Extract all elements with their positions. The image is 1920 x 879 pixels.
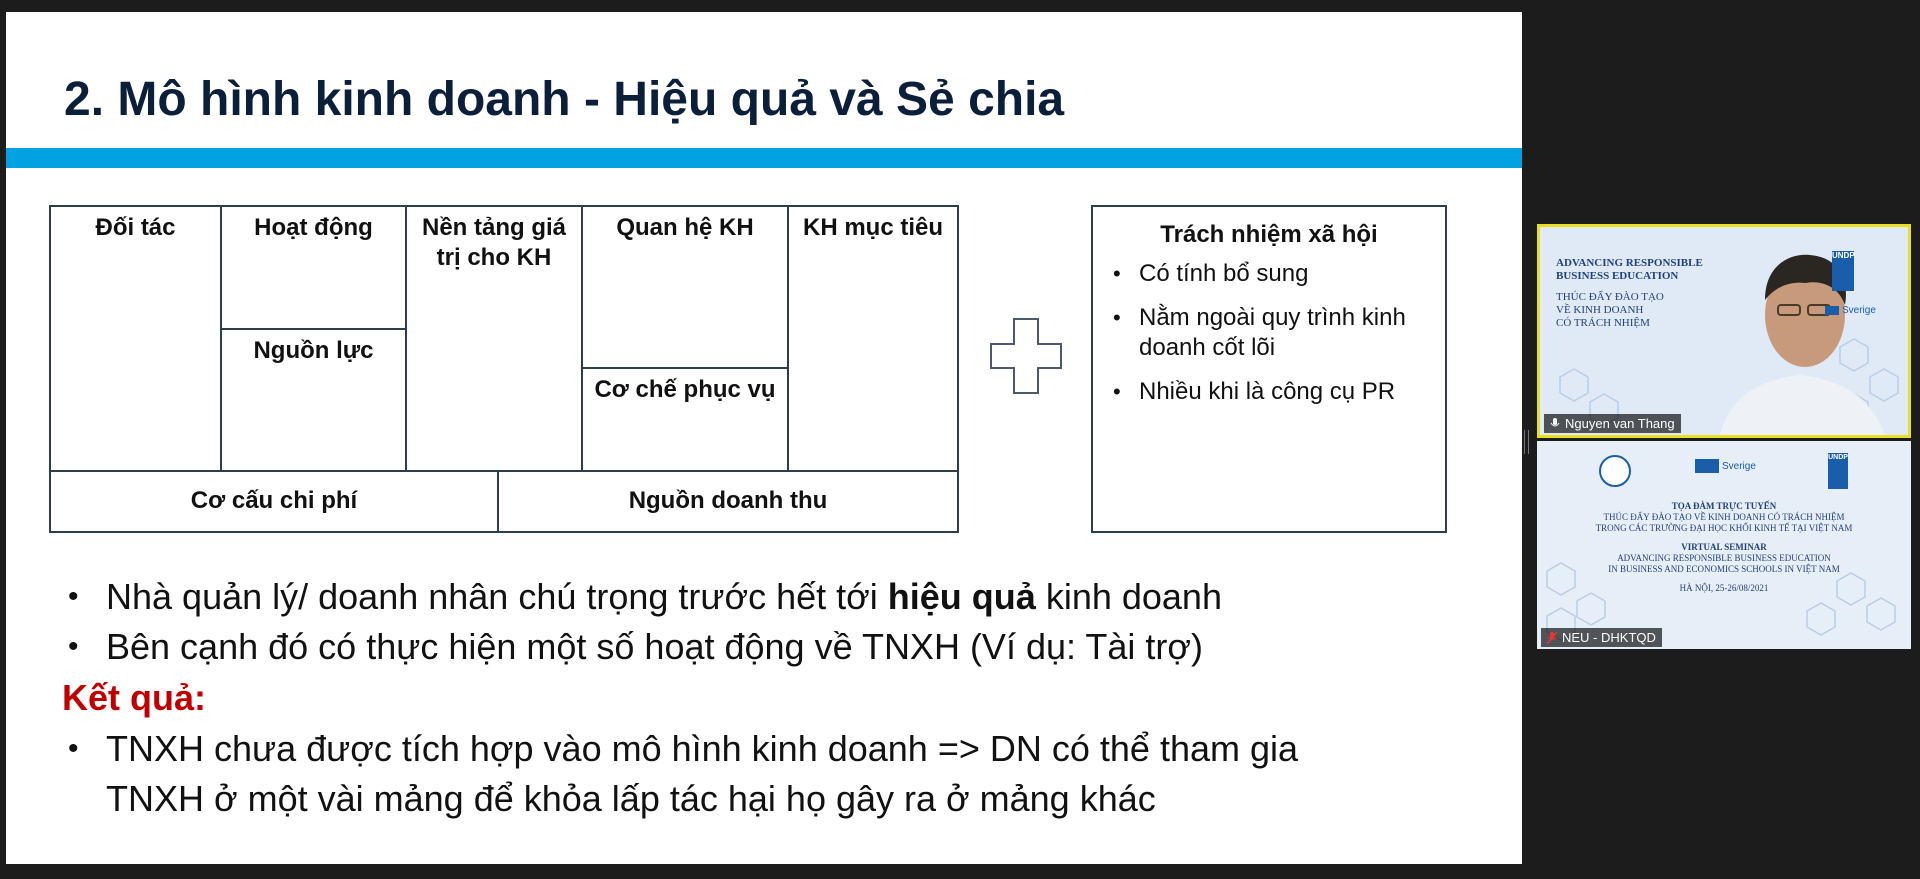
participant-name: NEU - DHKTQD	[1562, 630, 1656, 645]
csr-item: • Nhiều khi là công cụ PR	[1113, 377, 1445, 407]
bullet-result-continued	[62, 774, 1502, 824]
participant-tile-speaker[interactable]	[1537, 224, 1911, 438]
poster-line: ADVANCING RESPONSIBLE BUSINESS EDUCATION	[1617, 553, 1831, 563]
poster-line: ADVANCING RESPONSIBLE	[1556, 257, 1703, 269]
bullet-text: kinh doanh	[1035, 576, 1222, 617]
panel-resize-handle[interactable]	[1524, 430, 1529, 454]
canvas-cell-channels	[583, 369, 789, 472]
sweden-label: Sverige	[1722, 460, 1756, 472]
bullet-text: TNXH chưa được tích hợp vào mô hình kinh doanh => DN có thể tham gia	[106, 728, 1299, 769]
canvas-label-relationships: Quan hệ KH	[616, 214, 754, 241]
plus-icon	[990, 318, 1062, 394]
sweden-label: Sverige	[1842, 305, 1876, 316]
bullet-efficiency	[62, 572, 1502, 622]
csr-box	[1091, 205, 1447, 533]
sweden-flag-icon	[1825, 306, 1839, 315]
bullet-text: TNXH ở một vài mảng để khỏa lấp tác hại họ gây ra ở mảng khác	[106, 778, 1156, 819]
bullet-result	[62, 724, 1502, 774]
canvas-cell-costs	[51, 472, 499, 531]
canvas-cell-revenue	[499, 472, 957, 531]
canvas-label-resources: Nguồn lực	[253, 337, 374, 364]
university-logo-icon	[1599, 455, 1631, 487]
poster-title	[1556, 257, 1703, 283]
business-model-canvas	[49, 205, 959, 533]
title-accent-bar	[6, 148, 1522, 168]
canvas-label-activities: Hoạt động	[254, 214, 373, 241]
participant-name: Nguyen van Thang	[1565, 416, 1675, 431]
poster-line: BUSINESS EDUCATION	[1556, 270, 1679, 282]
poster-line: THÚC ĐẨY ĐÀO TẠO	[1556, 291, 1664, 303]
shared-slide	[6, 12, 1522, 864]
undp-logo	[1832, 251, 1854, 291]
canvas-cell-relationships	[583, 207, 789, 369]
poster-subtitle	[1556, 291, 1664, 330]
sweden-flag-icon	[1695, 459, 1719, 473]
canvas-cell-resources	[222, 330, 407, 472]
sweden-badge	[1695, 459, 1756, 473]
poster-line: HÀ NỘI, 25-26/08/2021	[1679, 583, 1769, 593]
csr-title: Trách nhiệm xã hội	[1160, 221, 1378, 248]
sweden-badge	[1825, 305, 1876, 316]
canvas-cell-partners	[51, 207, 222, 472]
participant-name-bar	[1541, 628, 1662, 647]
microphone-icon	[1550, 418, 1560, 430]
poster-line: VIRTUAL SEMINAR	[1681, 542, 1767, 552]
canvas-label-segments: KH mục tiêu	[802, 214, 943, 241]
result-heading: Kết quả:	[62, 677, 206, 718]
canvas-cell-activities	[222, 207, 407, 330]
canvas-label-costs: Cơ cấu chi phí	[190, 487, 358, 514]
bullet-text: Nhà quản lý/ doanh nhân chú trọng trước hết tới	[106, 576, 888, 617]
participant-name-bar	[1544, 414, 1681, 433]
canvas-cell-segments	[789, 207, 957, 472]
bullet-text: Bên cạnh đó có thực hiện một số hoạt động về TNXH (Ví dụ: Tài trợ)	[106, 626, 1203, 667]
bullet-bold-text: hiệu quả	[887, 576, 1036, 617]
poster-line: TRONG CÁC TRƯỜNG ĐẠI HỌC KHỐI KINH TẾ TẠI VIỆT NAM	[1595, 523, 1853, 533]
participant-tile-host[interactable]	[1537, 441, 1911, 649]
canvas-label-value-proposition: Nền tảng giá trị cho KH	[421, 214, 566, 271]
csr-item: • Nằm ngoài quy trình kinh doanh cốt lõi	[1113, 303, 1445, 363]
poster-line: CÓ TRÁCH NHIỆM	[1556, 317, 1650, 329]
speaker-video-icon	[1710, 245, 1890, 435]
microphone-muted-icon	[1547, 632, 1557, 644]
canvas-cell-value-proposition	[407, 207, 583, 472]
poster-text-block	[1537, 501, 1911, 594]
slide-title: 2. Mô hình kinh doanh - Hiệu quả và Sẻ chia	[64, 73, 1065, 126]
slide-bullets	[62, 572, 1502, 824]
canvas-label-partners: Đối tác	[95, 214, 176, 241]
csr-list	[1093, 259, 1445, 407]
undp-text: UNDP	[1832, 251, 1854, 291]
canvas-label-revenue: Nguồn doanh thu	[628, 487, 828, 514]
bullet-csr-activities	[62, 622, 1502, 672]
csr-item: • Có tính bổ sung	[1113, 259, 1445, 289]
canvas-label-channels: Cơ chế phục vụ	[594, 376, 776, 403]
poster-line: TỌA ĐÀM TRỰC TUYẾN	[1671, 501, 1777, 511]
poster-line: IN BUSINESS AND ECONOMICS SCHOOLS IN VIỆT NAM	[1608, 564, 1840, 574]
poster-line: THÚC ĐẨY ĐÀO TẠO VỀ KINH DOANH CÓ TRÁCH NHIỆM	[1603, 512, 1845, 522]
undp-logo: UNDP	[1828, 453, 1848, 489]
poster-line: VỀ KINH DOANH	[1556, 304, 1644, 316]
